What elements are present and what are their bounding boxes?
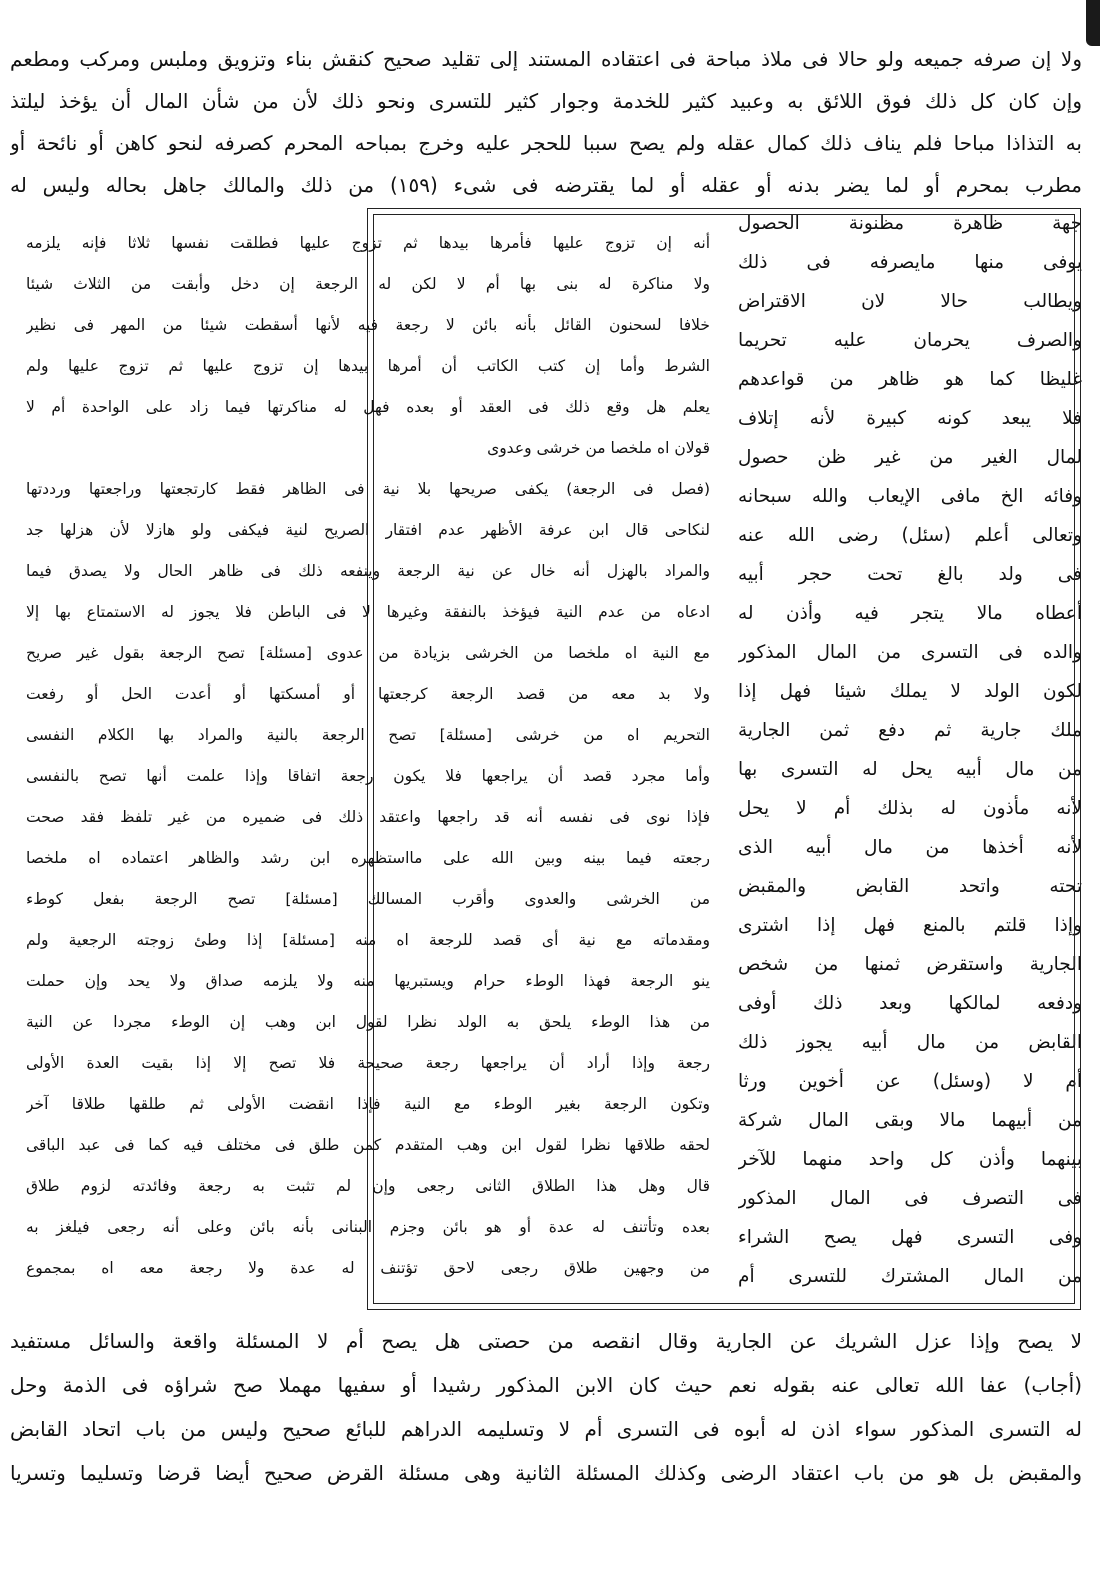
side-line: فلا يبعد كونه كبيرة لأنه إتلاف	[738, 408, 1082, 429]
page-edge-mark	[1086, 0, 1100, 46]
side-line: فى ولد بالغ تحت حجر أبيه	[738, 564, 1082, 585]
box-line: رجعة وإذا أراد أن يراجعها رجعة صحيحة فلا تصح إلا إذا بقيت العدة الأولى	[26, 1054, 710, 1072]
box-line: فإذا نوى فى نفسه أنه قد راجعها واعتقد ذلك فى ضميره من غير تلفظ فقد صحت	[26, 808, 710, 826]
side-line: يوفى منها مايصرفه فى ذلك	[738, 252, 1082, 273]
bottom-line: له التسرى المذكور سواء اذن له أبوه فى التسرى أم لا وتسليمه الدراهم للبائع صحيح وليس من باب اتحاد القابض	[10, 1417, 1082, 1441]
side-line: من المال المشترك للتسرى أم	[738, 1266, 1082, 1287]
side-line: لكون الولد لا يملك شيئا فهل إذا	[738, 681, 1082, 702]
box-line: ينو الرجعة فهذا الوطء حرام ويستبريها منه ولا يلزمه صداق ولا يحد وإن حملت	[26, 972, 710, 990]
side-line: من مال أبيه يحل له التسرى بها	[738, 759, 1082, 780]
side-line: ودفعه لمالكها وبعد ذلك أوفى	[738, 993, 1082, 1014]
side-line: لمال الغير من غير ظن حصول	[738, 447, 1082, 468]
top-line: ولا إن صرفه جميعه ولو حالا فى ملاذ مباحة فى اعتقاده المستند إلى تقليد صحيح كنقش بناء وتزويق وملبس ومركب ومطعم	[10, 47, 1082, 71]
box-line: لحقه طلاقها نظرا لقول ابن وهب المتقدم كمن طلق فى مختلف فيه كما فى عبد الباقى	[26, 1136, 710, 1154]
box-line: أنه إن تزوج عليها فأمرها بيدها ثم تزوج عليها فطلقت نفسها ثلاثا فإنه يلزمه	[26, 234, 710, 252]
box-line: مع النية اه ملخصا من الخرشى بزيادة من عدوى [مسئلة] تصح الرجعة بقول غير صريح	[26, 644, 710, 662]
box-line: ولا بد معه من قصد الرجعة كرجعتها أو أمسكتها أو أعدت الحل أو رفعت	[26, 685, 710, 703]
side-line: ويطالب حالا لان الاقتراض	[738, 291, 1082, 312]
box-line: بعده وتأتنف له عدة أو هو بائن وجزم البنانى بأنه بائن وعلى أنه رجعى فيلغز به	[26, 1218, 710, 1236]
box-line: من الخرشى والعدوى وأقرب المسالك [مسئلة] تصح الرجعة بفعل كوطء	[26, 890, 710, 908]
bottom-line: (أجاب) عفا الله تعالى عنه بقوله نعم حيث كان الابن المذكور رشيدا أو سفيها مهملا صح شراؤه فى الذمة وحل	[10, 1373, 1082, 1397]
box-line: والمراد بالهزل أنه خال عن نية الرجعة وينفعه ذلك فى ظاهر الحال ولا يصدق فيما	[26, 562, 710, 580]
side-line: فى التصرف فى المال المذكور	[738, 1188, 1082, 1209]
box-line: خلافا لسحنون القائل بأنه بائن لا رجعة فيه لأنها أسقطت شيئا من المهر فى نظير	[26, 316, 710, 334]
box-line: التحريم اه من خرشى [مسئلة] تصح الرجعة بالنية والمراد بها الكلام النفسى	[26, 726, 710, 744]
box-line: قولان اه ملخصا من خرشى وعدوى	[487, 439, 710, 457]
top-line: مطرب بمحرم أو لما يضر بدنه أو عقله أو لما يقترضه فى شىء (١٥٩) من ذلك والمالك جاهل بحاله وليس له	[10, 173, 1082, 197]
side-line: القابض من مال أبيه يجوز ذلك	[738, 1032, 1082, 1053]
box-line: الشرط وأما إن كتب الكاتب أن أمرها بيدها إن تزوج عليها ثم تزوج عليها ولم	[26, 357, 710, 375]
side-line: تحته واتحد القابض والمقبض	[738, 876, 1082, 897]
box-line: ومقدماته مع نية أى قصد للرجعة اه منه [مسئلة] إذا وطئ زوجته الرجعية ولم	[26, 931, 710, 949]
top-line: به التذاذا مباحا فلم يناف ذلك كمال عقله ولم يصح سببا للحجر عليه وخرج بمباحه المحرم كصرفه لنحو كاهن أو نائحة أو	[10, 131, 1082, 155]
side-line: ملك جارية ثم دفع ثمن الجارية	[738, 720, 1082, 741]
side-line: وتعالى أعلم (سئل) رضى الله عنه	[738, 525, 1082, 546]
side-line: والصرف يحرمان عليه تحريما	[738, 330, 1082, 351]
side-line: غليظا كما هو ظاهر من قواعدهم	[738, 369, 1082, 390]
top-line: وإن كان كل ذلك فوق اللائق به وعبيد كثير للخدمة وجوار كثير للتسرى ونحو ذلك لأن من شأن المال أن يؤخذ ليلتذ	[10, 89, 1082, 113]
bottom-line: لا يصح وإذا عزل الشريك عن الجارية وقال انقصه من حصتى هل يصح أم لا المسئلة واقعة والسائل مستفيد	[10, 1329, 1082, 1353]
box-line: ادعاه من عدم النية فيؤخذ بالنفقة وغيرها لا فى الباطن فلا يجوز له الاستمتاع بها إلا	[26, 603, 710, 621]
side-line: لأنه مأذون له بذلك أم لا يحل	[738, 798, 1082, 819]
box-line: لنكاحى قال ابن عرفة الأظهر عدم افتقار الصريح لنية فيكفى ولو هازلا لأن هزلها جد	[26, 521, 710, 539]
box-line: من هذا الوطء يلحق به الولد نظرا لقول ابن وهب إن الوطء مجردا عن النية	[26, 1013, 710, 1031]
box-line: ولا مناكرة له بنى بها أم لا لكن له الرجعة إن دخل وأبقت من الثلاث شيئا	[26, 275, 710, 293]
side-line: جهة ظاهرة مظنونة الحصول	[738, 213, 1082, 234]
side-line: وفائه الخ مافى الإيعاب والله سبحانه	[738, 486, 1082, 507]
side-line: أعطاه مالا يتجر فيه وأذن له	[738, 603, 1082, 624]
side-line: لأنه أخذها من مال أبيه الذى	[738, 837, 1082, 858]
side-line: والده فى التسرى من المال المذكور	[738, 642, 1082, 663]
side-line: بينهما وأذن كل واحد منهما للآخر	[738, 1149, 1082, 1170]
box-line: وأما مجرد قصد أن يراجعها فلا يكون رجعة اتفاقا وإذا علمت أنها تصح بالنفسى	[26, 767, 710, 785]
box-line: رجعته فيما بينه وبين الله على مااستظهره ابن رشد والظاهر اعتماده اه ملخصا	[26, 849, 710, 867]
bottom-line: والمقبض بل هو من باب اعتقاد الرضى وكذلك المسئلة الثانية وهى مسئلة القرض صحيح أيضا قرضا وتسليما وتسريا	[10, 1461, 1082, 1485]
box-line: (فصل فى الرجعة) يكفى صريحها بلا نية فى الظاهر فقط كارتجعتها وراجعتها ورددتها	[26, 480, 710, 498]
box-line: وتكون الرجعة بغير الوطء مع النية فإذا انقضت الأولى ثم طلقها طلاقا آخر	[26, 1095, 710, 1113]
side-line: أم لا (وسئل) عن أخوين ورثا	[738, 1071, 1082, 1092]
side-line: الجارية واستقرض ثمنها من شخص	[738, 954, 1082, 975]
box-line: يعلم هل وقع ذلك فى العقد أو بعده فهل له مناكرتها فيما زاد على الواحدة أم لا	[26, 398, 710, 416]
side-line: وإذا قلتم بالمنع فهل إذا اشترى	[738, 915, 1082, 936]
box-line: قال وهل هذا الطلاق الثانى رجعى وإن لم تثبت به رجعة وفائدته لزوم طلاق	[26, 1177, 710, 1195]
side-line: من أبيهما مالا وبقى المال شركة	[738, 1110, 1082, 1131]
box-line: من وجهين طلاق رجعى لاحق تؤتنف له عدة ولا رجعة معه اه بمجموع	[26, 1259, 710, 1277]
side-line: وفى التسرى فهل يصح الشراء	[738, 1227, 1082, 1248]
